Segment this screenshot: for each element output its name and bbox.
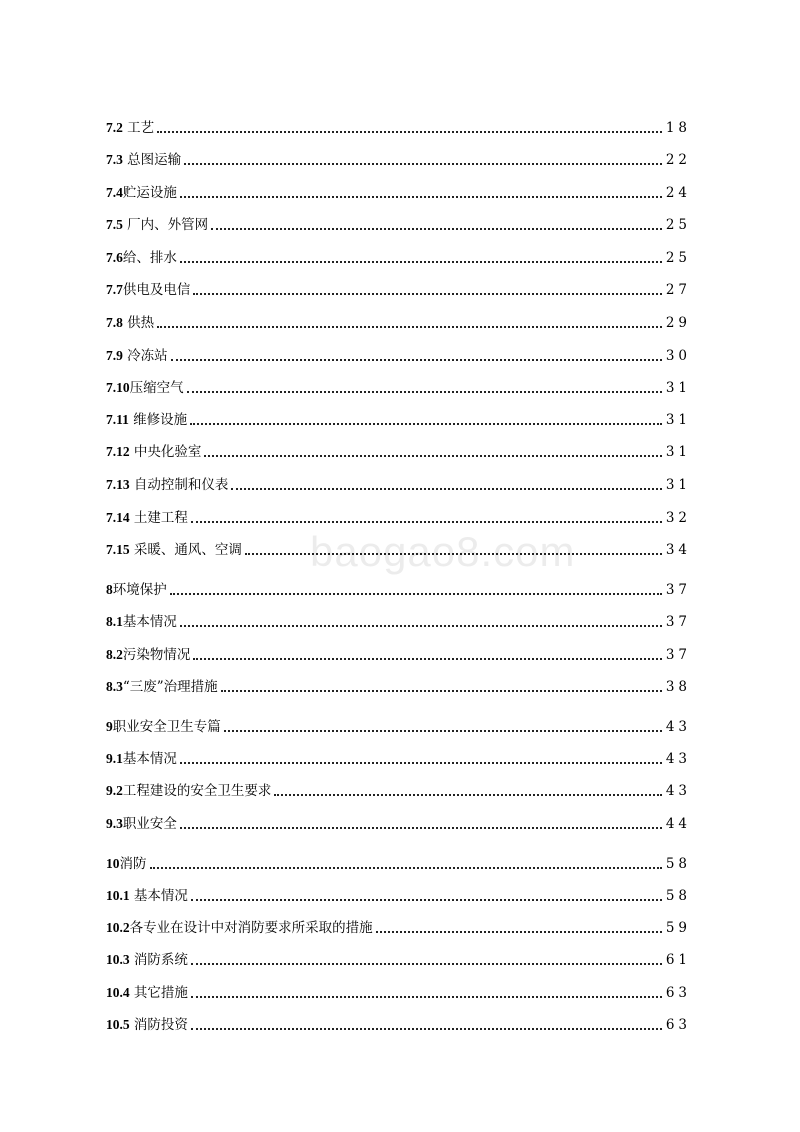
toc-entry-title: 厂内、外管网	[122, 217, 209, 233]
dot-leader	[180, 251, 662, 263]
dot-leader	[180, 817, 662, 829]
dot-leader	[191, 953, 662, 965]
dot-leader	[180, 615, 662, 627]
toc-entry-title: 工艺	[122, 120, 155, 136]
toc-entry[interactable]	[106, 1009, 691, 1033]
watermark: baogao8.com	[310, 528, 576, 575]
toc-entry-title: 压缩空气	[129, 380, 184, 396]
toc-entry-number: 8.3	[106, 679, 123, 694]
toc-entry-page: 30	[665, 348, 691, 364]
toc-entry[interactable]	[106, 574, 691, 598]
toc-entry-title: 基本情况	[122, 614, 177, 630]
toc-entry-title: 职业安全卫生专篇	[112, 719, 221, 735]
toc-entry-number: 10.3	[106, 952, 130, 967]
toc-entry-number: 7.3	[106, 152, 123, 167]
toc-entry[interactable]	[106, 808, 691, 832]
toc-entry[interactable]	[106, 848, 691, 872]
toc-entry-page: 25	[665, 250, 691, 266]
toc-entry-title: 贮运设施	[122, 185, 177, 201]
toc-entry-number: 10.5	[106, 1017, 130, 1032]
toc-entry-title: 供电及电信	[122, 282, 191, 298]
dot-leader	[274, 784, 662, 796]
toc-entry-page: 59	[665, 920, 691, 936]
toc-entry-title: 供热	[122, 315, 155, 331]
toc-entry-page: 58	[665, 888, 691, 904]
toc-entry-number: 7.14	[106, 510, 130, 525]
toc-entry-number: 10.1	[106, 888, 130, 903]
toc-entry[interactable]	[106, 340, 691, 364]
toc-entry-title: “三废”治理措施	[122, 679, 218, 695]
toc-entry-page: 63	[665, 985, 691, 1001]
toc-entry[interactable]	[106, 606, 691, 630]
dot-leader	[171, 349, 662, 361]
toc-entry-title: 总图运输	[122, 152, 182, 168]
toc-entry-number: 7.7	[106, 282, 123, 297]
toc-entry-page: 34	[665, 542, 691, 558]
toc-entry[interactable]	[106, 743, 691, 767]
dot-leader	[193, 283, 662, 295]
toc-entry-title: 冷冻站	[122, 348, 168, 364]
toc-entry-title: 中央化验室	[129, 444, 202, 460]
toc-entry-number: 7.13	[106, 477, 130, 492]
toc-entry-number: 9.1	[106, 751, 123, 766]
dot-leader	[170, 583, 662, 595]
toc-entry-page: 37	[665, 647, 691, 663]
dot-leader	[211, 218, 662, 230]
dot-leader	[191, 511, 662, 523]
toc-entry[interactable]	[106, 775, 691, 799]
toc-entry-title: 职业安全	[122, 816, 177, 832]
toc-entry-page: 31	[665, 380, 691, 396]
toc-entry[interactable]	[106, 307, 691, 331]
toc-entry-number: 9.3	[106, 816, 123, 831]
dot-leader	[231, 478, 662, 490]
toc-entry-number: 7.2	[106, 120, 123, 135]
toc-entry[interactable]	[106, 944, 691, 968]
toc-entry-number: 7.8	[106, 315, 123, 330]
toc-entry-title: 采暖、通风、空调	[129, 542, 242, 558]
dot-leader	[245, 543, 662, 555]
toc-entry[interactable]	[106, 177, 691, 201]
toc-entry-page: 61	[665, 952, 691, 968]
dot-leader	[157, 121, 662, 133]
toc-entry[interactable]	[106, 242, 691, 266]
toc-entry-number: 7.6	[106, 250, 123, 265]
toc-entry-number: 8	[106, 582, 113, 597]
toc-entry-title: 给、排水	[122, 250, 177, 266]
toc-entry-page: 31	[665, 477, 691, 493]
toc-entry[interactable]	[106, 639, 691, 663]
toc-entry[interactable]	[106, 502, 691, 526]
toc-entry-page: 43	[665, 719, 691, 735]
dot-leader	[204, 445, 662, 457]
toc-entry[interactable]	[106, 534, 691, 558]
toc-entry-title: 基本情况	[129, 888, 188, 904]
toc-entry-title: 各专业在设计中对消防要求所采取的措施	[129, 920, 373, 936]
toc-entry-number: 7.15	[106, 542, 130, 557]
toc-entry-page: 58	[665, 856, 691, 872]
toc-entry[interactable]	[106, 404, 691, 428]
dot-leader	[187, 381, 662, 393]
toc-entry-title: 消防系统	[129, 952, 188, 968]
toc-entry-page: 63	[665, 1017, 691, 1033]
toc-entry-title: 维修设施	[128, 412, 188, 428]
toc-entry[interactable]	[106, 112, 691, 136]
dot-leader	[180, 186, 662, 198]
toc-entry-title: 消防投资	[129, 1017, 188, 1033]
dot-leader	[157, 316, 662, 328]
dot-leader	[190, 413, 662, 425]
toc-entry[interactable]	[106, 977, 691, 1001]
dot-leader	[376, 921, 662, 933]
toc-entry-page: 38	[665, 679, 691, 695]
toc-entry-page: 44	[665, 816, 691, 832]
toc-entry-title: 自动控制和仪表	[129, 477, 229, 493]
toc-entry[interactable]	[106, 912, 691, 936]
toc-entry-number: 7.11	[106, 412, 129, 427]
toc-entry-number: 10	[106, 856, 120, 871]
toc-entry-page: 29	[665, 315, 691, 331]
toc-entry-number: 8.1	[106, 614, 123, 629]
toc-entry-number: 7.9	[106, 348, 123, 363]
toc-entry-page: 43	[665, 783, 691, 799]
toc-entry-number: 9	[106, 719, 113, 734]
toc-entry-page: 32	[665, 510, 691, 526]
dot-leader	[224, 720, 662, 732]
toc-entry-page: 31	[665, 444, 691, 460]
dot-leader	[191, 1018, 662, 1030]
toc-entry-page: 43	[665, 751, 691, 767]
toc-entry-title: 工程建设的安全卫生要求	[122, 783, 272, 799]
toc-entry[interactable]	[106, 711, 691, 735]
toc-entry-title: 消防	[119, 856, 147, 872]
dot-leader	[150, 857, 663, 869]
toc-entry-title: 污染物情况	[122, 647, 191, 663]
toc-entry-number: 7.5	[106, 217, 123, 232]
dot-leader	[193, 648, 662, 660]
toc-entry[interactable]	[106, 372, 691, 396]
toc-entry-title: 基本情况	[122, 751, 177, 767]
toc-entry[interactable]	[106, 274, 691, 298]
toc-entry-number: 9.2	[106, 783, 123, 798]
toc-entry-title: 土建工程	[129, 510, 188, 526]
toc-entry[interactable]	[106, 209, 691, 233]
toc-entry-number: 10.4	[106, 985, 130, 1000]
toc-entry[interactable]	[106, 144, 691, 168]
toc-entry-page: 37	[665, 582, 691, 598]
toc-entry-number: 7.12	[106, 444, 130, 459]
toc-entry-page: 31	[665, 412, 691, 428]
toc-entry-page: 25	[665, 217, 691, 233]
dot-leader	[180, 752, 662, 764]
toc-entry[interactable]	[106, 469, 691, 493]
toc-entry[interactable]	[106, 880, 691, 904]
toc-entry-number: 8.2	[106, 647, 123, 662]
toc-entry-number: 7.4	[106, 185, 123, 200]
toc-entry-page: 24	[665, 185, 691, 201]
toc-entry-page: 27	[665, 282, 691, 298]
dot-leader	[191, 889, 662, 901]
toc-entry[interactable]	[106, 436, 691, 460]
dot-leader	[184, 153, 662, 165]
toc-entry-page: 37	[665, 614, 691, 630]
toc-entry-page: 22	[665, 152, 691, 168]
toc-entry-title: 其它措施	[129, 985, 188, 1001]
dot-leader	[191, 986, 662, 998]
toc-entry-title: 环境保护	[112, 582, 167, 598]
toc-entry-page: 18	[665, 120, 691, 136]
dot-leader	[221, 680, 662, 692]
toc-entry-number: 7.10	[106, 380, 130, 395]
toc-entry[interactable]	[106, 671, 691, 695]
toc-entry-number: 10.2	[106, 920, 130, 935]
